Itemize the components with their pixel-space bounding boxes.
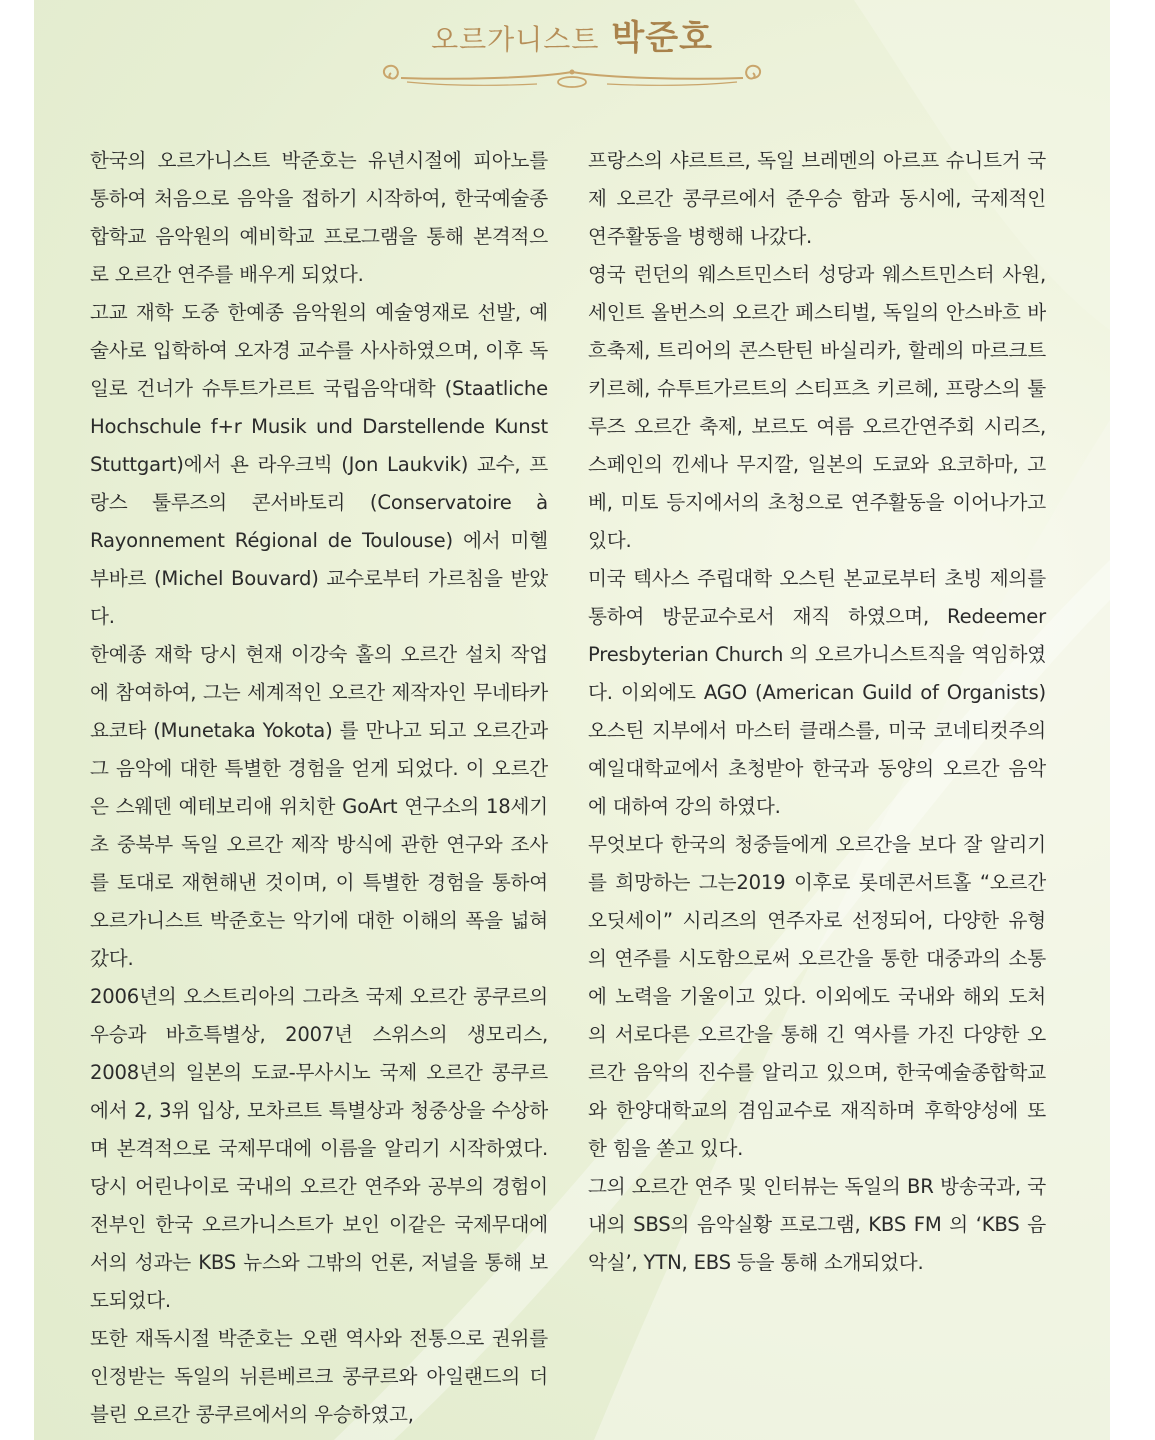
page-header [34,18,1110,60]
paragraph-6: 프랑스의 샤르트르, 독일 브레멘의 아르프 슈니트거 국제 오르간 콩쿠르에서 준우승 함과 동시에, 국제적인 연주활동을 병행해 나갔다. [588,149,1046,248]
paragraph-3: 한예종 재학 당시 현재 이강숙 홀의 오르간 설치 작업에 참여하여, 그는 세계적인 오르간 제작자인 무네타카 요코타 (Munetaka Yokota) 를 만나고 되고 오르간과 그 음악에 대한 특별한 경험을 얻게 되었다. 이 오르간은 스웨덴 예테보리애 위치한 GoArt 연구소의 18세기 초 중북부 독일 오르간 제작 방식에 관한 연구와 조사를 토대로 재현해낸 것이며, 이 특별한 경험을 통하여 오르가니스트 박준호는 악기에 대한 이해의 폭을 넓혀갔다. [90,643,548,970]
paragraph-9: 무엇보다 한국의 청중들에게 오르간을 보다 잘 알리기를 희망하는 그는2019 이후로 롯데콘서트홀 “오르간 오딧세이” 시리즈의 연주자로 선정되어, 다양한 유형의 연주를 시도함으로써 오르간을 통한 대중과의 소통에 노력을 기울이고 있다. 이외에도 국내와 해외 도처의 서로다른 오르간을 통해 긴 역사를 가진 다양한 오르간 음악의 진수를 알리고 있으며, 한국예술종합학교와 한양대학교의 겸임교수로 재직하며 후학양성에 또한 힘을 쏟고 있다. [588,833,1046,1160]
paragraph-1: 한국의 오르가니스트 박준호는 유년시절에 피아노를 통하여 처음으로 음악을 접하기 시작하여, 한국예술종합학교 음악원의 예비학교 프로그램을 통해 본격적으로 오르간 연주를 배우게 되었다. [90,149,548,286]
scroll-ornament-icon [377,58,767,94]
paragraph-8: 미국 텍사스 주립대학 오스틴 본교로부터 초빙 제의를 통하여 방문교수로서 재직 하였으며, Redeemer Presbyterian Church 의 오르가니스트직을 역임하였다. 이외에도 AGO (American Guild of Organists) 오스틴 지부에서 마스터 클래스를, 미국 코네티컷주의 예일대학교에서 초청받아 한국과 동양의 오르간 음악에 대하여 강의 하였다. [588,567,1046,818]
paragraph-10: 그의 오르간 연주 및 인터뷰는 독일의 BR 방송국과, 국내의 SBS의 음악실황 프로그램, KBS FM 의 ‘KBS 음악실’, YTN, EBS 등을 통해 소개되었다. [588,1175,1046,1274]
title-name: 박준호 [611,18,713,58]
left-column [90,142,548,1434]
page-background [34,0,1110,1440]
title-subtitle: 오르가니스트 [431,23,600,56]
paragraph-4: 2006년의 오스트리아의 그라츠 국제 오르간 콩쿠르의 우승과 바흐특별상, 2007년 스위스의 생모리스, 2008년의 일본의 도쿄-무사시노 국제 오르간 콩쿠르에서 2, 3위 입상, 모차르트 특별상과 청중상을 수상하며 본격적으로 국제무대에 이름을 알리기 시작하였다. 당시 어린나이로 국내의 오르간 연주와 공부의 경험이 전부인 한국 오르가니스트가 보인 이같은 국제무대에서의 성과는 KBS 뉴스와 그밖의 언론, 저널을 통해 보도되었다. [90,985,548,1312]
paragraph-7: 영국 런던의 웨스트민스터 성당과 웨스트민스터 사원, 세인트 올번스의 오르간 페스티벌, 독일의 안스바흐 바흐축제, 트리어의 콘스탄틴 바실리카, 할레의 마르크트 키르헤, 슈투트가르트의 스티프츠 키르헤, 프랑스의 툴루즈 오르간 축제, 보르도 여름 오르간연주회 시리즈, 스페인의 낀세나 무지깔, 일본의 도쿄와 요코하마, 고베, 미토 등지에서의 초청으로 연주활동을 이어나가고 있다. [588,263,1046,552]
paragraph-5: 또한 재독시절 박준호는 오랜 역사와 전통으로 권위를 인정받는 독일의 뉘른베르크 콩쿠르와 아일랜드의 더블린 오르간 콩쿠르에서의 우승하였고, [90,1327,548,1426]
page-title [431,18,713,60]
right-column [588,142,1046,1282]
paragraph-2: 고교 재학 도중 한예종 음악원의 예술영재로 선발, 예술사로 입학하여 오자경 교수를 사사하였으며, 이후 독일로 건너가 슈투트가르트 국립음악대학 (Staatliche Hochschule f+r Musik und Darstellende Kunst Stuttgart)에서 욘 라우크빅 (Jon Laukvik) 교수, 프랑스 툴루즈의 콘서바토리 (Conservatoire à Rayonnement Régional de Toulouse) 에서 미헬 부바르 (Michel Bouvard) 교수로부터 가르침을 받았다. [90,301,548,628]
